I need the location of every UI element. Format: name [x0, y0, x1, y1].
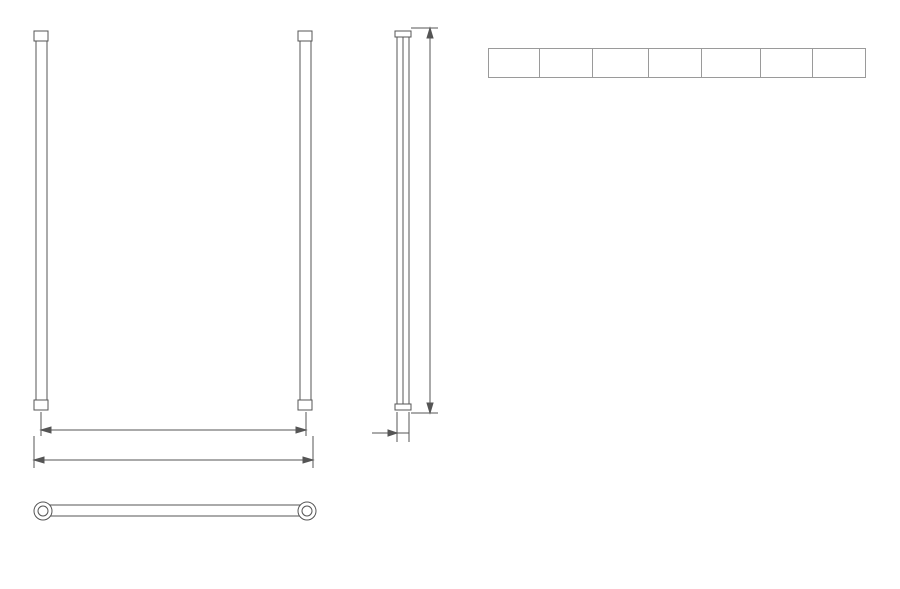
dim-a-arrow-top	[427, 28, 433, 38]
dim-b-arrow-right	[296, 427, 306, 433]
left-post-cap-top	[34, 31, 48, 41]
side-cap-top	[395, 31, 411, 37]
table-header-row	[489, 49, 866, 78]
top-view-right-ring	[298, 502, 316, 520]
col-header	[593, 49, 649, 78]
side-cap-bottom	[395, 404, 411, 410]
right-post-cap-top	[298, 31, 312, 41]
dim-a-arrow-bottom	[427, 403, 433, 413]
top-view-left-ring	[34, 502, 52, 520]
dim-bstar-arrow-left	[34, 457, 44, 463]
left-post-cap-bottom	[34, 400, 48, 410]
col-header	[489, 49, 540, 78]
dim-bstar-arrow-right	[303, 457, 313, 463]
dim-c-arrow	[388, 430, 397, 436]
dimensions-table	[488, 48, 866, 78]
left-post	[36, 31, 47, 410]
dim-b-arrow-left	[41, 427, 51, 433]
col-header	[702, 49, 761, 78]
col-header	[761, 49, 813, 78]
right-post-cap-bottom	[298, 400, 312, 410]
col-header	[813, 49, 866, 78]
right-post	[300, 31, 311, 410]
col-header	[649, 49, 702, 78]
col-header	[540, 49, 593, 78]
top-view-bar	[40, 505, 308, 516]
